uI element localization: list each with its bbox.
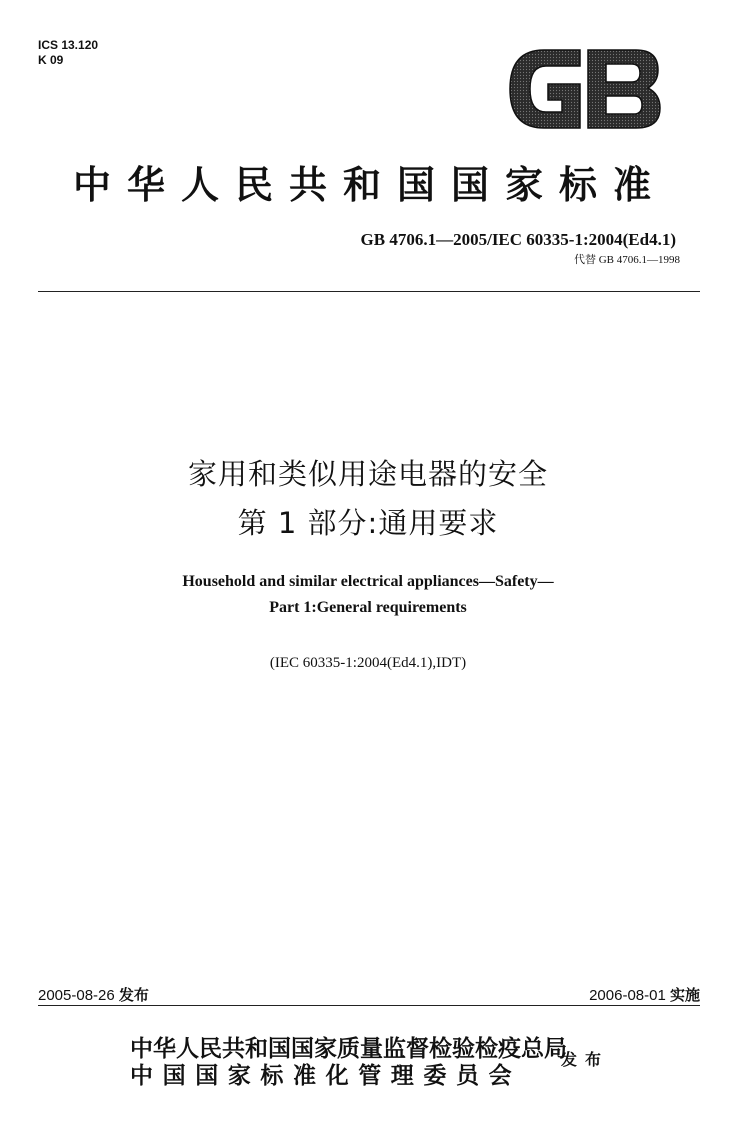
issue-label: 发布 xyxy=(118,987,149,1004)
title-en-line1: Household and similar electrical appliances—Safety— xyxy=(182,573,554,590)
classification-codes xyxy=(38,38,98,68)
main-title: 中华人民共和国国家标准 xyxy=(72,162,667,207)
issuer-line1: 中华人民共和国国家质量监督检验检疫总局 xyxy=(130,1035,567,1062)
issuer-line2: 中国国家标准化管理委员会 xyxy=(130,1062,522,1089)
class-code: K 09 xyxy=(38,53,64,67)
ics-code: ICS 13.120 xyxy=(38,38,99,52)
replaces-note: 代替 GB 4706.1—1998 xyxy=(573,254,680,266)
title-cn-line1: 家用和类似用途电器的安全 xyxy=(187,457,548,491)
implement-date: 2006-08-01 xyxy=(589,987,666,1004)
publish-label: 发布 xyxy=(561,1050,610,1069)
implement-date-block xyxy=(589,984,700,1005)
title-en-line2: Part 1:General requirements xyxy=(269,599,467,616)
gb-logo-graphic xyxy=(504,44,664,134)
standard-number: GB 4706.1—2005/IEC 60335-1:2004(Ed4.1) xyxy=(360,230,676,249)
top-divider xyxy=(38,291,700,292)
bottom-divider xyxy=(38,1005,700,1006)
gb-logo xyxy=(504,44,664,134)
issue-date: 2005-08-26 xyxy=(38,987,115,1004)
issue-date-block xyxy=(38,984,149,1005)
implement-label: 实施 xyxy=(669,987,700,1004)
title-cn-line2: 第 1 部分:通用要求 xyxy=(237,506,499,540)
equivalence-note: (IEC 60335-1:2004(Ed4.1),IDT) xyxy=(269,655,467,671)
